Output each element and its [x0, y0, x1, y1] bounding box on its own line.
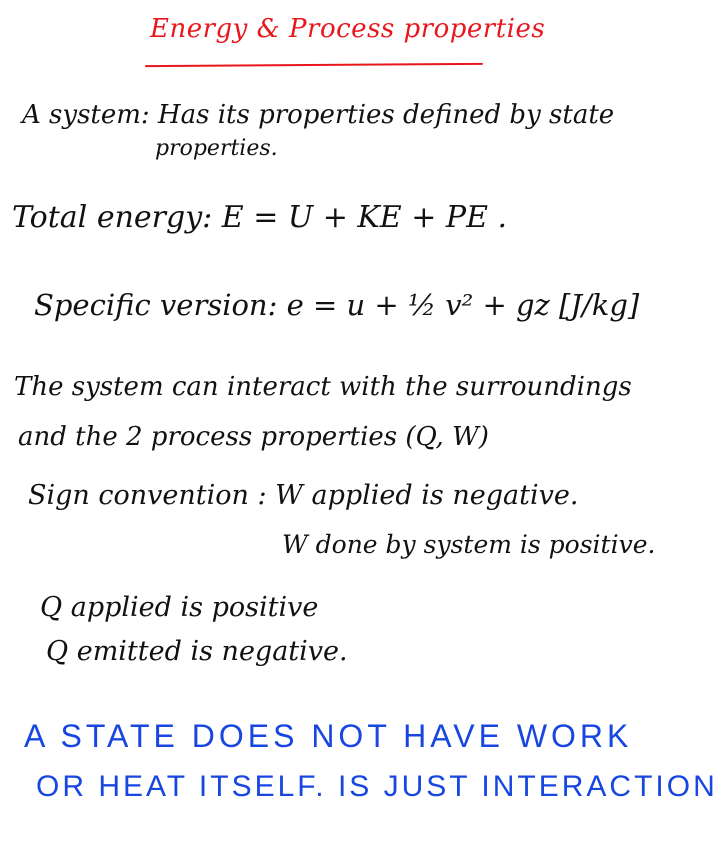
- interaction-line-2: and the 2 process properties (Q, W): [18, 422, 489, 452]
- state-note-line-2: OR HEAT ITSELF. IS JUST INTERACTION: [36, 770, 718, 803]
- specific-energy-equation: Specific version: e = u + ½ v² + gz [J/kg]: [34, 288, 640, 322]
- sign-convention-work-done: W done by system is positive.: [282, 530, 656, 559]
- system-definition-continued: properties.: [155, 136, 278, 161]
- page-title: Energy & Process properties: [150, 14, 546, 44]
- system-definition: A system: Has its properties defined by state: [22, 100, 615, 130]
- heat-applied-rule: Q applied is positive: [40, 592, 319, 623]
- interaction-line-1: The system can interact with the surroundings: [14, 372, 632, 402]
- sign-convention-work-applied: Sign convention : W applied is negative.: [28, 480, 579, 511]
- state-note-line-1: A STATE DOES NOT HAVE WORK: [24, 718, 633, 754]
- total-energy-equation: Total energy: E = U + KE + PE .: [12, 200, 508, 235]
- heat-emitted-rule: Q emitted is negative.: [46, 636, 348, 667]
- title-underline: [145, 63, 483, 67]
